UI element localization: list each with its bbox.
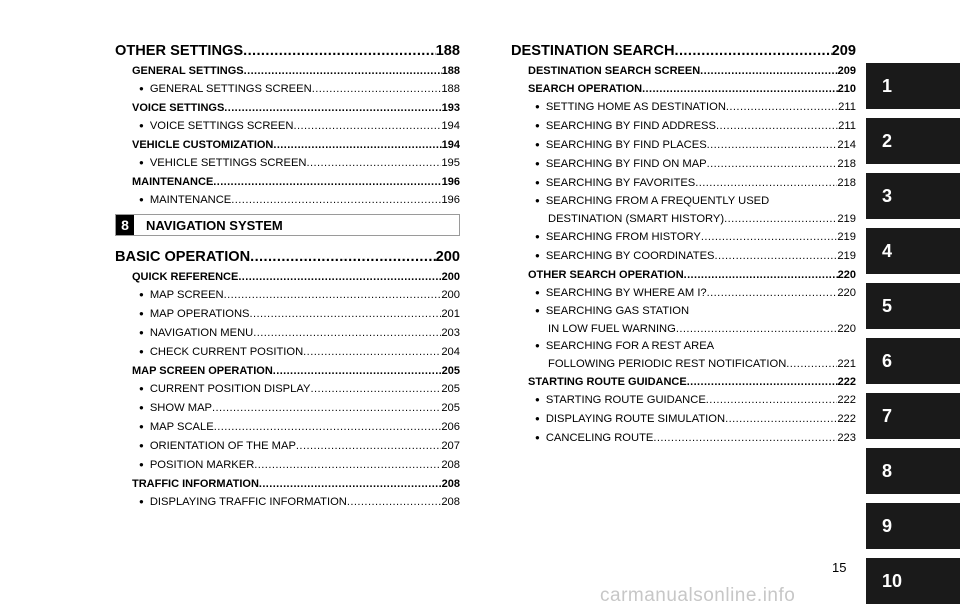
toc-chapter [511,40,856,62]
toc-page-number: 188 [441,65,460,77]
toc-page-number: 204 [441,346,460,358]
leader-dots [273,362,442,380]
leader-dots [675,40,832,62]
toc-entry [511,155,856,174]
toc-entry [511,117,856,136]
toc-title: ● CANCELING ROUTE [535,429,653,448]
leader-dots [224,99,441,117]
toc-title: ● SEARCHING BY WHERE AM I? [535,284,707,303]
toc-page-number: 223 [837,432,856,444]
toc-section [511,373,856,391]
leader-dots [250,305,442,323]
toc-title: OTHER SETTINGS [115,43,244,59]
toc-entry [511,284,856,303]
toc-title: ● MAP SCALE [139,418,214,437]
leader-dots [786,355,837,373]
toc-page-number: 194 [441,139,460,151]
toc-title: ● SHOW MAP [139,399,212,418]
leader-dots [212,399,441,417]
toc-page-number: 194 [441,120,460,132]
toc-page-number: 221 [837,358,856,370]
toc-page-number: 219 [837,231,856,243]
leader-dots [293,117,441,135]
toc-page-number: 200 [435,249,460,265]
toc-page-number: 196 [441,176,460,188]
toc-title: ● CHECK CURRENT POSITION [139,343,303,362]
toc-entry [115,418,460,437]
toc-entry-title: ● SEARCHING FROM A FREQUENTLY USED [535,193,856,210]
toc-entry-line [535,320,856,338]
toc-section [115,173,460,191]
toc-entry [511,338,856,373]
toc-section [115,99,460,117]
toc-entry [115,305,460,324]
toc-title: ● CURRENT POSITION DISPLAY [139,380,310,399]
toc-page-number: 209 [831,43,856,59]
toc-title: ● SETTING HOME AS DESTINATION [535,98,726,117]
leader-dots [700,62,837,80]
toc-page-number: 220 [837,287,856,299]
toc-group-other-settings [115,40,460,210]
toc-section [511,62,856,80]
toc-entry [115,286,460,305]
toc-entry [511,410,856,429]
chapter-tab-3: 3 [866,173,960,219]
toc-title: ● SEARCHING BY FIND PLACES [535,136,707,155]
leader-dots [296,437,441,455]
toc-page-number: 195 [441,157,460,169]
toc-entry [511,136,856,155]
leader-dots [716,117,838,135]
toc-page-number: 220 [837,269,856,281]
chapter-tab-5: 5 [866,283,960,329]
leader-dots [707,155,838,173]
toc-entry-title-cont: IN LOW FUEL WARNING [548,323,676,335]
toc-section [115,268,460,286]
toc-entry [115,399,460,418]
toc-page-number: 200 [441,271,460,283]
toc-title: ● MAINTENANCE [139,191,231,210]
toc-title: QUICK REFERENCE [132,271,239,283]
toc-title: ● DISPLAYING TRAFFIC INFORMATION [139,493,347,512]
toc-entry [115,191,460,210]
chapter-tab-4: 4 [866,228,960,274]
chapter-tab-8: 8 [866,448,960,494]
toc-page-number: 218 [837,158,856,170]
toc-entry [511,174,856,193]
leader-dots [254,456,441,474]
toc-page-number: 222 [837,376,856,388]
toc-title: ● MAP SCREEN [139,286,224,305]
toc-title: SEARCH OPERATION [528,83,643,95]
toc-left-column [115,40,460,512]
toc-title: TRAFFIC INFORMATION [132,478,259,490]
toc-entry [511,98,856,117]
toc-title: OTHER SEARCH OPERATION [528,269,684,281]
toc-title: ● POSITION MARKER [139,456,254,475]
toc-entry [511,228,856,247]
leader-dots [310,380,441,398]
toc-entry [115,456,460,475]
toc-title: DESTINATION SEARCH [511,43,675,59]
toc-page-number: 211 [838,101,856,113]
leader-dots [684,266,838,284]
chapter-tab-2: 2 [866,118,960,164]
toc-entry [511,391,856,410]
toc-entry [511,193,856,228]
toc-entry [115,493,460,512]
toc-page-number: 208 [441,496,460,508]
toc-title: ● STARTING ROUTE GUIDANCE [535,391,706,410]
toc-section [115,62,460,80]
leader-dots [244,62,442,80]
toc-entry [115,437,460,456]
leader-dots [707,136,838,154]
toc-page-number: 222 [837,413,856,425]
toc-entry [511,247,856,266]
toc-title: VEHICLE CUSTOMIZATION [132,139,274,151]
leader-dots [253,324,441,342]
toc-title: STARTING ROUTE GUIDANCE [528,376,687,388]
toc-page-number: 222 [837,394,856,406]
toc-title: ● SEARCHING BY FIND ADDRESS [535,117,716,136]
leader-dots [695,174,837,192]
page-number: 15 [832,560,847,575]
chapter-tab-7: 7 [866,393,960,439]
leader-dots [726,98,838,116]
toc-page-number: 188 [441,83,460,95]
toc-entry [511,303,856,338]
leader-dots [307,154,442,172]
toc-page-number: 207 [441,440,460,452]
toc-page-number: 211 [838,120,856,132]
leader-dots [214,418,442,436]
toc-entry-title-cont: DESTINATION (SMART HISTORY) [548,213,725,225]
toc-title: MAP SCREEN OPERATION [132,365,273,377]
leader-dots [250,246,436,268]
toc-entry [115,80,460,99]
leader-dots [715,247,838,265]
leader-dots [231,191,441,209]
leader-dots [725,410,837,428]
toc-entry-title: ● SEARCHING FOR A REST AREA [535,338,856,355]
toc-title: ● SEARCHING BY FIND ON MAP [535,155,707,174]
toc-title: DESTINATION SEARCH SCREEN [528,65,701,77]
toc-entry-line [535,355,856,373]
leader-dots [273,136,441,154]
leader-dots [676,320,837,338]
toc-entry [511,429,856,448]
toc-page-number: 196 [441,194,460,206]
section-number: 8 [116,215,134,235]
toc-section [115,136,460,154]
toc-title: GENERAL SETTINGS [132,65,244,77]
leader-dots [259,475,442,493]
toc-entry [115,117,460,136]
toc-title: VOICE SETTINGS [132,102,225,114]
toc-page-number: 193 [441,102,460,114]
toc-title: ● ORIENTATION OF THE MAP [139,437,296,456]
toc-entry-title: ● SEARCHING GAS STATION [535,303,856,320]
toc-page-number: 214 [837,139,856,151]
toc-entry [115,380,460,399]
toc-chapter [115,40,460,62]
toc-page-number: 210 [837,83,856,95]
leader-dots [312,80,442,98]
toc-page-number: 208 [441,459,460,471]
leader-dots [706,391,838,409]
toc-page-number: 200 [441,289,460,301]
leader-dots [213,173,441,191]
toc-section [511,80,856,98]
leader-dots [347,493,441,511]
leader-dots [707,284,838,302]
toc-entry [115,324,460,343]
toc-entry [115,343,460,362]
toc-page-number: 209 [837,65,856,77]
toc-entry-line [535,210,856,228]
toc-chapter [115,246,460,268]
toc-title: ● NAVIGATION MENU [139,324,253,343]
toc-title: BASIC OPERATION [115,249,251,265]
toc-title: ● DISPLAYING ROUTE SIMULATION [535,410,725,429]
leader-dots [653,429,837,447]
leader-dots [701,228,837,246]
toc-page-number: 203 [441,327,460,339]
toc-page-number: 201 [441,308,460,320]
leader-dots [687,373,838,391]
toc-entry [115,154,460,173]
leader-dots [243,40,436,62]
chapter-tab-1: 1 [866,63,960,109]
toc-page-number: 206 [441,421,460,433]
toc-section [511,266,856,284]
toc-page-number: 219 [837,250,856,262]
toc-page-number: 205 [441,383,460,395]
chapter-tab-10: 10 [866,558,960,604]
toc-title: ● VEHICLE SETTINGS SCREEN [139,154,307,173]
toc-page-number: 205 [441,402,460,414]
chapter-tab-9: 9 [866,503,960,549]
toc-page-number: 188 [435,43,460,59]
watermark: carmanualsonline.info [600,585,796,606]
toc-page-number: 205 [441,365,460,377]
toc-section [115,475,460,493]
section-title: NAVIGATION SYSTEM [146,217,283,233]
toc-title: MAINTENANCE [132,176,214,188]
toc-right-column [511,40,856,448]
leader-dots [224,286,442,304]
section-header [115,214,460,236]
toc-title: ● SEARCHING FROM HISTORY [535,228,701,247]
toc-page-number: 208 [441,478,460,490]
toc-page-number: 218 [837,177,856,189]
leader-dots [642,80,838,98]
toc-page-number: 220 [837,323,856,335]
toc-section [115,362,460,380]
toc-title: ● SEARCHING BY FAVORITES [535,174,695,193]
toc-title: ● GENERAL SETTINGS SCREEN [139,80,312,99]
chapter-tab-6: 6 [866,338,960,384]
chapter-tabs [866,63,960,613]
toc-title: ● VOICE SETTINGS SCREEN [139,117,293,136]
leader-dots [303,343,441,361]
leader-dots [724,210,837,228]
toc-title: ● MAP OPERATIONS [139,305,250,324]
toc-group-navigation [115,246,460,512]
leader-dots [238,268,441,286]
toc-page-number: 219 [837,213,856,225]
toc-entry-title-cont: FOLLOWING PERIODIC REST NOTIFICATION [548,358,787,370]
toc-title: ● SEARCHING BY COORDINATES [535,247,715,266]
